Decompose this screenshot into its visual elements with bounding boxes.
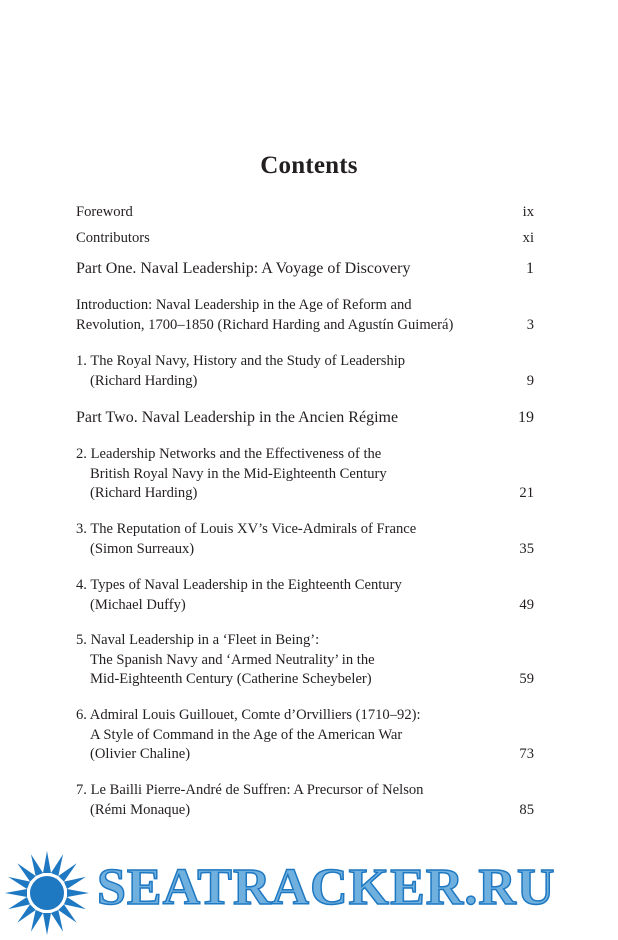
toc-line: British Royal Navy in the Mid-Eighteenth Century xyxy=(90,465,387,482)
toc-line: A Style of Command in the Age of the American War xyxy=(90,726,403,743)
toc-line: 1. The Royal Navy, History and the Study of Leadership xyxy=(76,353,406,369)
toc-line: (Rémi Monaque) xyxy=(90,801,191,818)
toc-page: 85 xyxy=(519,801,534,818)
toc-entry-introduction[interactable] xyxy=(76,296,534,335)
toc-line: (Michael Duffy) xyxy=(90,596,186,613)
watermark-text: SEATRACKER.RU xyxy=(97,859,556,916)
toc-entry-chapter-4[interactable] xyxy=(76,576,534,615)
toc-entry-part-one[interactable] xyxy=(76,259,534,279)
toc-line: (Olivier Chaline) xyxy=(90,746,191,762)
toc-entry-foreword[interactable] xyxy=(76,203,534,223)
toc-entry-chapter-6[interactable] xyxy=(76,706,534,765)
toc-line: (Simon Surreaux) xyxy=(90,540,195,557)
toc-page: 59 xyxy=(519,671,534,687)
toc-entry-chapter-7[interactable] xyxy=(76,781,534,820)
toc-page: 73 xyxy=(519,746,534,762)
toc-page: 49 xyxy=(519,596,534,613)
toc-line: Part One. Naval Leadership: A Voyage of Discovery xyxy=(76,260,411,277)
toc-line: 3. The Reputation of Louis XV’s Vice-Admirals of France xyxy=(76,521,417,537)
page-title: Contents xyxy=(260,152,358,179)
toc-line: 5. Naval Leadership in a ‘Fleet in Being’: xyxy=(76,632,320,648)
toc-page: 19 xyxy=(518,409,534,426)
toc-entry-contributors[interactable] xyxy=(76,229,534,249)
toc-line: Part Two. Naval Leadership in the Ancien Régime xyxy=(76,409,399,426)
toc-page: 21 xyxy=(519,485,534,501)
toc-line: Revolution, 1700–1850 (Richard Harding and Agustín Guimerá) xyxy=(76,316,454,333)
toc-line: 2. Leadership Networks and the Effectiveness of the xyxy=(76,446,382,462)
toc-line: Foreword xyxy=(76,204,133,220)
toc-entry-part-two[interactable] xyxy=(76,408,534,428)
toc-page: 3 xyxy=(526,316,534,333)
toc-entry-chapter-1[interactable] xyxy=(76,352,534,391)
toc-line: Mid-Eighteenth Century (Catherine Scheybeler) xyxy=(90,671,372,687)
toc-line: Introduction: Naval Leadership in the Age of Reform and xyxy=(76,297,412,313)
toc-entry-chapter-3[interactable] xyxy=(76,520,534,559)
toc-line: 6. Admiral Louis Guillouet, Comte d’Orvilliers (1710–92): xyxy=(76,707,421,723)
sun-icon xyxy=(0,845,95,940)
toc-entry-chapter-2[interactable] xyxy=(76,445,534,504)
toc-line: (Richard Harding) xyxy=(90,372,198,389)
toc-entry-chapter-5[interactable] xyxy=(76,631,534,690)
toc-line: 4. Types of Naval Leadership in the Eighteenth Century xyxy=(76,577,402,593)
toc-page: ix xyxy=(522,204,534,220)
toc-line: The Spanish Navy and ‘Armed Neutrality’ in the xyxy=(90,651,375,668)
toc-line: Contributors xyxy=(76,230,150,246)
toc-page: 9 xyxy=(526,372,534,389)
toc-page: 1 xyxy=(526,260,534,277)
toc-line: (Richard Harding) xyxy=(90,485,198,501)
toc-page: 35 xyxy=(519,540,534,557)
toc-page: xi xyxy=(522,230,534,246)
toc-line: 7. Le Bailli Pierre-André de Suffren: A Precursor of Nelson xyxy=(76,782,424,798)
